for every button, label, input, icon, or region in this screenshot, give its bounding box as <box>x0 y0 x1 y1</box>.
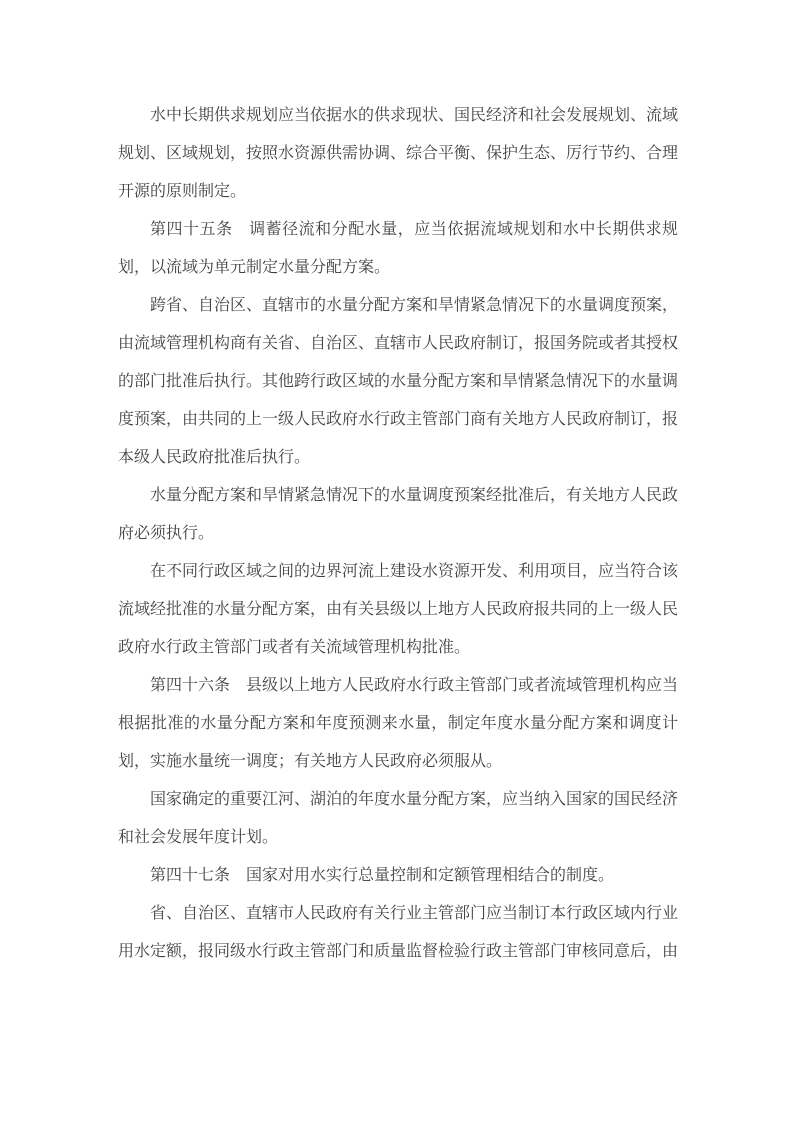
paragraph: 水量分配方案和旱情紧急情况下的水量调度预案经批准后，有关地方人民政府必须执行。 <box>118 487 679 542</box>
paragraph: 国家确定的重要江河、湖泊的年度水量分配方案，应当纳入国家的国民经济和社会发展年度计划。 <box>118 791 679 846</box>
paragraph: 省、自治区、直辖市人民政府有关行业主管部门应当制订本行政区域内行业用水定额，报同级水行政主管部门和质量监督检验行政主管部门审核同意后，由 <box>118 905 679 960</box>
paragraph: 第四十六条 县级以上地方人民政府水行政主管部门或者流域管理机构应当根据批准的水量分配方案和年度预测来水量，制定年度水量分配方案和调度计划，实施水量统一调度；有关地方人民政府必须服从。 <box>118 677 679 770</box>
paragraph: 跨省、自治区、直辖市的水量分配方案和旱情紧急情况下的水量调度预案，由流域管理机构商有关省、自治区、直辖市人民政府制订，报国务院或者其授权的部门批准后执行。其他跨行政区域的水量分配方案和旱情紧急情况下的水量调度预案，由共同的上一级人民政府水行政主管部门商有关地方人民政府制订，报本级人民政府批准后执行。 <box>118 297 679 466</box>
paragraph: 第四十五条 调蓄径流和分配水量，应当依据流域规划和水中长期供求规划，以流域为单元制定水量分配方案。 <box>118 221 678 276</box>
paragraph: 第四十七条 国家对用水实行总量控制和定额管理相结合的制度。 <box>150 867 615 884</box>
paragraph: 在不同行政区域之间的边界河流上建设水资源开发、利用项目，应当符合该流域经批准的水量分配方案，由有关县级以上地方人民政府报共同的上一级人民政府水行政主管部门或者有关流域管理机构批准。 <box>118 563 679 656</box>
document-body <box>118 97 678 971</box>
paragraph: 水中长期供求规划应当依据水的供求现状、国民经济和社会发展规划、流域规划、区域规划，按照水资源供需协调、综合平衡、保护生态、厉行节约、合理开源的原则制定。 <box>118 107 679 200</box>
